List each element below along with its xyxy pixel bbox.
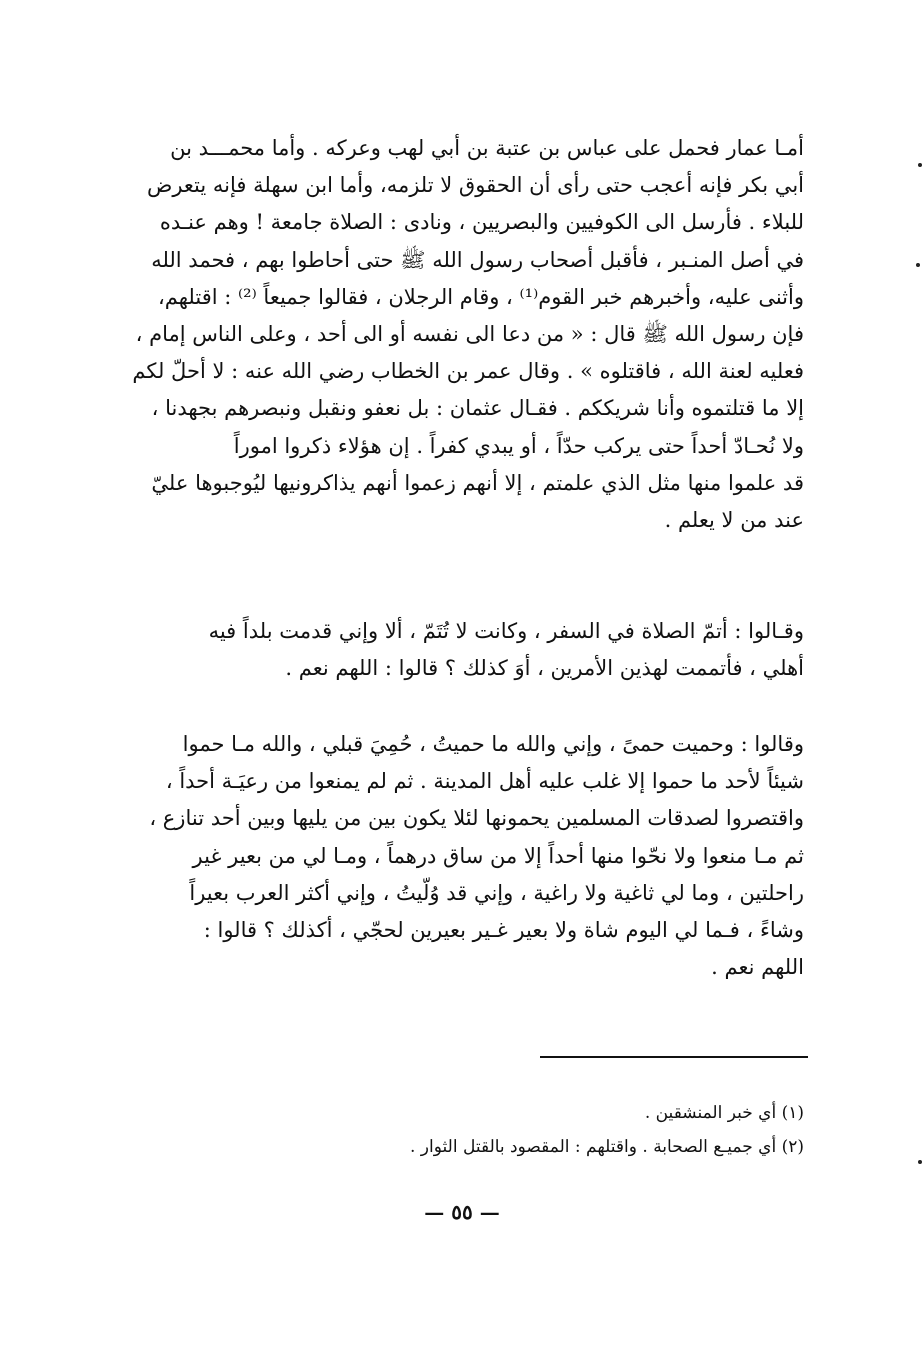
scan-speck [916, 263, 920, 267]
footnotes [300, 1096, 804, 1164]
scan-speck [918, 163, 922, 167]
text-line: وأثنى عليه، وأخبرهم خبر القوم⁽¹⁾ ، وقام الرجلان ، فقالوا جميعاً ⁽²⁾ : اقتلهم، [157, 284, 804, 309]
text-line: وقالوا : وحميت حمىً ، وإني والله ما حميتُ ، حُمِيَ قبلي ، والله مـا حموا [182, 732, 804, 756]
text-line: أبي بكر فإنه أعجب حتى رأى أن الحقوق لا تلزمه، وأما ابن سهلة فإنه يتعرض [146, 173, 804, 198]
footnote-1: (١) أي خبر المنشقين . [644, 1103, 804, 1123]
footnote-2: (٢) أي جميـع الصحابة . واقتلهم : المقصود بالقتل الثوار . [410, 1137, 804, 1157]
text-line: راحلتين ، وما لي ثاغية ولا راغية ، وإني قد وُلّيتُ ، وإني أكثر العرب بعيراً [189, 880, 804, 905]
text-line: واقتصروا لصدقات المسلمين يحمونها لئلا يكون بين من يليها وبين أحد تنازع ، [149, 806, 804, 831]
text-line: وشاءً ، فـما لي اليوم شاة ولا بعير غـير بعيرين لحجّي ، أكذلك ؟ قالوا : [203, 918, 804, 943]
text-line: فعليه لعنة الله ، فاقتلوه » . وقال عمر بن الخطاب رضي الله عنه : لا أحلّ لكم [132, 359, 804, 384]
text-line: في أصل المنـبر ، فأقبل أصحاب رسول الله ﷺ حتى أحاطوا بهم ، فحمد الله [151, 247, 804, 272]
paragraph-2 [128, 613, 804, 687]
text-line: ولا نُحـادّ أحداً حتى يركب حدّاً ، أو يبدي كفراً . إن هؤلاء ذكروا اموراً [233, 433, 804, 458]
text-line: أمـا عمار فحمل على عباس بن عتبة بن أبي لهب وعركه . وأما محمـــد بن [170, 136, 804, 160]
text-line: وقـالوا : أتمّ الصلاة في السفر ، وكانت لا تُتَمّ ، ألا وإني قدمت بلداً فيه [208, 619, 804, 643]
text-line: للبلاء . فأرسل الى الكوفيين والبصريين ، ونادى : الصلاة جامعة ! وهم عنـده [159, 210, 804, 235]
text-line: فإن رسول الله ﷺ قال : « من دعا الى نفسه أو الى أحد ، وعلى الناس إمام ، [135, 322, 804, 347]
text-line: إلا ما قتلتموه وأنا شريككم . فقـال عثمان : بل نعفو ونقبل ونبصرهم بجهدنا ، [151, 396, 804, 421]
text-line: ثم مـا منعوا ولا نحّوا منها أحداً إلا من ساق درهماً ، ومـا لي من بعير غير [192, 843, 804, 868]
text-line: قد علموا منها مثل الذي علمتم ، إلا أنهم زعموا أنهم يذاكرونيها ليُوجبوها عليّ [151, 470, 804, 495]
scan-speck [918, 1160, 922, 1164]
paragraph-1 [128, 130, 804, 539]
footnote-divider [540, 1056, 808, 1058]
text-line: أهلي ، فأتممت لهذين الأمرين ، أوَ كذلك ؟ قالوا : اللهم نعم . [285, 656, 804, 681]
text-line: شيئاً لأحد ما حموا إلا غلب عليه أهل المدينة . ثم لم يمنعوا من رعيَـة أحداً ، [165, 769, 804, 794]
paragraph-3 [128, 726, 804, 986]
text-line: اللهم نعم . [711, 955, 804, 980]
text-line: عند من لا يعلم . [664, 508, 804, 533]
page-number: — ٥٥ — [424, 1200, 500, 1224]
